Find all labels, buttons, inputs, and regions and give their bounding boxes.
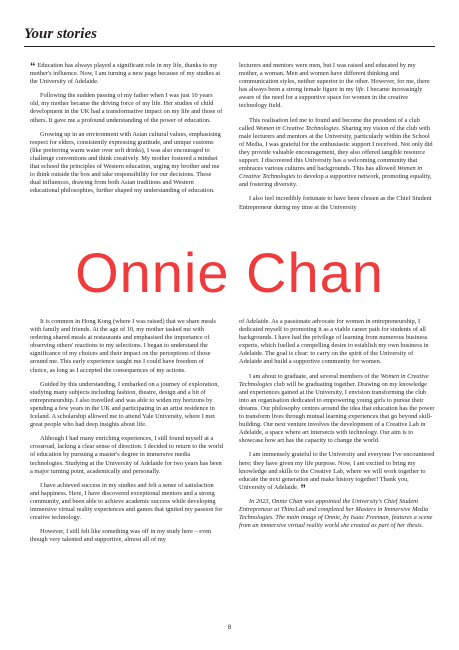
image-caption: In 2023, Onnie Chan was appointed the University's Chief Student Entrepreneur at ThincLab and completed her Masters in Immersive Media Technologies. The main image of Onnie, by Isaac Freeman, features a scene from an immersive virtual reality world she created as part of her thesis.	[239, 497, 433, 530]
paragraph: This realisation led me to found and become the president of a club called Women in Creative Technologies. Sharing my vision of the club with male lecturers and mentors at the University, particularly within the School of Media, I was grateful for the enthusiastic support I received. Not only did they provide valuable encouragement, they also offered tangible resource support. I discovered this University has a welcoming community that embraces various cultures and backgrounds. This has allowed Women in Creative Technologies to develop a supportive network, promoting equality, and fostering diversity.	[239, 116, 433, 189]
open-quote-icon: “	[30, 61, 36, 73]
paragraph: However, I still felt like something was off in my study here – even though very talented and supportive, almost all of my	[30, 528, 212, 544]
article-column-top-right	[239, 62, 435, 218]
paragraph: lecturers and mentors were men, but I was raised and educated by my mother, a woman. Men and women have different thinking and communication styles, neither superior to the other. However, for me, there has always been a strong female figure in my life. I became increasingly aware of the need for a supportive space for women in the creative technology field.	[239, 62, 430, 110]
paragraph: I am about to graduate, and several members of the Women in Creative Technologies club will be graduating together. Drawing on my knowledge and experiences gained at the University, I envision transforming the club into an organisation dedicated to empowering young girls to pursue their dreams. Our philosophy centres around the idea that education has the power to transform lives through mutual learning experiences that go beyond skill-building. Our next venture involves the development of a Creative Lab in Adelaide, a space where art intersects with technology. Our aim is to showcase how art has the capacity to change the world.	[239, 372, 435, 445]
paragraph: Growing up in an environment with Asian cultural values, emphasising respect for elders, consistently expressing gratitude, and unique customs (like preferring warm water over soft drinks), I was also encouraged to challenge conventions and think creatively. My mother fostered a mindset that echoed the principles of Western education, urging my brother and me to think outside the box and take responsibility for our decisions. These dual influences, drawing from both Asian traditions and Western educational philosophies, further shaped my understanding of education.	[30, 130, 221, 195]
article-column-bottom-right	[239, 318, 435, 536]
section-title: Your stories	[24, 26, 97, 42]
paragraph: “ Education has always played a significant role in my life, thanks to my mother's influence. Now, I am turning a new page because of my studies at the University of Adelaide.	[30, 61, 221, 86]
profile-name-heading: Onnie Chan	[75, 241, 384, 304]
page-number: 8	[227, 625, 232, 631]
paragraph: I am immensely grateful to the University and everyone I've encountered here; they have given my life purpose. Now, I am excited to bring my knowledge and skills to the Creative Lab, where we will work together to educate the next generation and make history together! Thank you, University of Adelaide. ”	[239, 451, 435, 495]
paragraph: I also feel incredibly fortunate to have been chosen as the Chief Student Entrepreneur during my time at the University	[239, 195, 432, 211]
paragraph: Although I had many enriching experiences, I still found myself at a crossroad, lacking a clear sense of direction. I decided to return to the world of education by pursuing a master's degree in immersive media technologies. Studying at the University of Adelaide for two years has been a major turning point, academically and personally.	[30, 435, 223, 475]
paragraph: I have achieved success in my studies and felt a sense of satisfaction and happiness. Here, I have discovered exceptional mentors and a strong community, and been able to achieve academic success while developing immersive virtual reality experiences and games that ignited my passion for creative technology.	[30, 481, 223, 522]
paragraph: of Adelaide. As a passionate advocate for women in entrepreneurship, I dedicated myself to promoting it as a viable career path for students of all backgrounds. I have had the privilege of learning from numerous business experts, which fuelled a compelling desire to establish my own business in Adelaide. The goal is clear: to carry on the spirit of the University of Adelaide and build a supportive community for women.	[239, 318, 429, 366]
paragraph: Following the sudden passing of my father when I was just 10 years old, my mother became the driving force of my life. Her studies of child development in the UK had a transformative impact on my life and those of others. It gave me a profound understanding of the power of education.	[30, 92, 223, 124]
article-column-top-left	[30, 62, 223, 201]
header-rule	[24, 46, 435, 47]
paragraph: It is common in Hong Kong (where I was raised) that we share meals with family and friends. At the age of 10, my mother tasked me with ordering shared meals at restaurants and emphasised the importance of observing others' reactions to my selections. I began to understand the significance of my choices and their impact on the perceptions of those around me. This early experience taught me I could have freedom of choice, as long as I accepted the consequences of my actions.	[30, 318, 216, 374]
close-quote-icon: ”	[300, 482, 306, 495]
paragraph: Guided by this understanding, I embarked on a journey of exploration, studying many subjects including fashion, theatre, design and a bit of entrepreneurship. I also travelled and was able to widen my horizons by spending a few years in the UK and participating in an artist residence in Iceland. A scholarship allowed me to attend Yale University, where I met great people who had deep insights about life.	[30, 380, 219, 429]
article-column-bottom-left	[30, 318, 223, 550]
